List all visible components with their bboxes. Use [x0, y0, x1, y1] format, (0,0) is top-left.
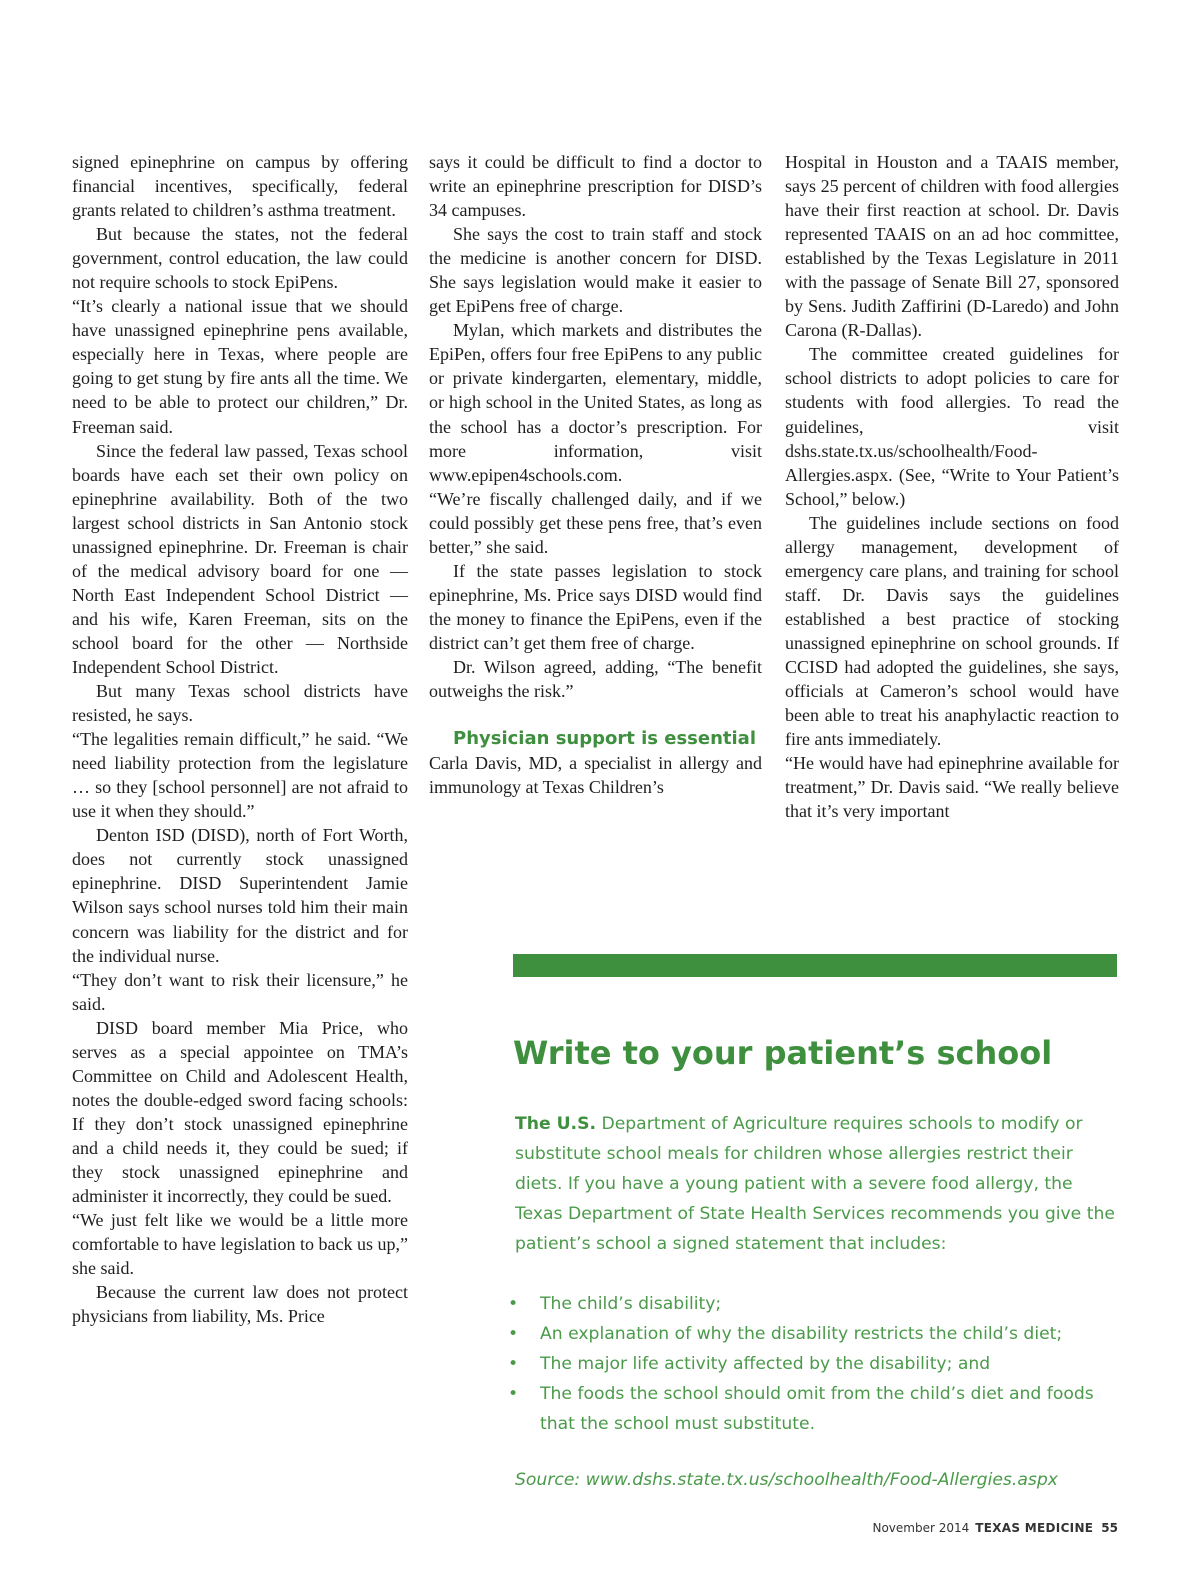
paragraph: But many Texas school districts have resisted, he says.: [72, 681, 408, 726]
footer-date: November 2014: [872, 1521, 970, 1535]
paragraph: The committee created guidelines for school districts to adopt policies to care for students with food allergies. To read the guidelines, visit dshs.state.tx.us/schoolhealth/Food-Allergies.aspx. (See, “Write to Your Patient’s School,” below.): [785, 344, 1119, 509]
paragraph: “The legalities remain difficult,” he said. “We need liability protection from the legislature … so they [school personnel] are not afraid to use it when they should.”: [72, 729, 408, 822]
paragraph: signed epinephrine on campus by offering financial incentives, specifically, federal grants related to children’s asthma treatment.: [72, 152, 408, 221]
paragraph: “It’s clearly a national issue that we should have unassigned epinephrine pens available, especially here in Texas, where people are going to get stung by fire ants all the time. We need to be able to protect our children,” Dr. Freeman said.: [72, 296, 408, 437]
list-item-text: The major life activity affected by the disability; and: [540, 1354, 991, 1374]
paragraph: Mylan, which markets and distributes the EpiPen, offers four free EpiPens to any public or private kindergarten, elementary, middle, or high school in the United States, as long as the school has a doctor’s prescription. For more information, visit www.epipen4schools.com.: [429, 320, 762, 485]
sidebar-accent-bar: [513, 954, 1117, 977]
paragraph: “We’re fiscally challenged daily, and if we could possibly get these pens free, that’s even better,” she said.: [429, 488, 762, 557]
section-subhead: Physician support is essential: [453, 728, 757, 750]
paragraph: Because the current law does not protect physicians from liability, Ms. Price: [72, 1282, 408, 1327]
sidebar-title: Write to your patient’s school: [513, 1034, 1053, 1072]
sidebar-body: [515, 1109, 1119, 1259]
sidebar-list: [508, 1289, 1118, 1439]
paragraph: says it could be difficult to find a doctor to write an epinephrine prescription for DISD’s 34 campuses.: [429, 152, 762, 221]
footer-magazine: TEXAS MEDICINE: [975, 1521, 1094, 1535]
list-item-text: An explanation of why the disability restricts the child’s diet;: [540, 1324, 1063, 1344]
list-item-text: The foods the school should omit from the child’s diet and foods that the school must substitute.: [540, 1384, 1094, 1434]
paragraph: Carla Davis, MD, a specialist in allergy and immunology at Texas Children’s: [429, 753, 762, 798]
paragraph: Hospital in Houston and a TAAIS member, says 25 percent of children with food allergies have their first reaction at school. Dr. Davis represented TAAIS on an ad hoc committee, established by the Texas Legislature in 2011 with the passage of Senate Bill 27, sponsored by Sens. Judith Zaffirini (D-Laredo) and John Carona (R-Dallas).: [785, 152, 1119, 341]
list-item: [508, 1319, 1118, 1349]
list-item: [508, 1379, 1118, 1439]
bullet-icon: •: [508, 1294, 519, 1314]
bullet-icon: •: [508, 1384, 519, 1404]
paragraph: “We just felt like we would be a little more comfortable to have legislation to back us up,” she said.: [72, 1210, 408, 1279]
sidebar-body-text: Department of Agriculture requires schools to modify or substitute school meals for children whose allergies restrict their diets. If you have a young patient with a severe food allergy, the Texas Department of State Health Services recommends you give the patient’s school a signed statement that includes:: [515, 1114, 1115, 1255]
sidebar-source: Source: www.dshs.state.tx.us/schoolhealth/Food-Allergies.aspx: [515, 1470, 1058, 1490]
article-column-2: [429, 150, 762, 799]
paragraph: But because the states, not the federal government, control education, the law could not require schools to stock EpiPens.: [72, 224, 408, 293]
page-number: 55: [1101, 1521, 1118, 1535]
article-column-1: [72, 150, 408, 1328]
paragraph: If the state passes legislation to stock epinephrine, Ms. Price says DISD would find the money to finance the EpiPens, even if the district can’t get them free of charge.: [429, 560, 762, 653]
paragraph: Since the federal law passed, Texas school boards have each set their own policy on epinephrine availability. Both of the two largest school districts in San Antonio stock unassigned epinephrine. Dr. Freeman is chair of the medical advisory board for one — North East Independent School District — and his wife, Karen Freeman, sits on the school board for the other — Northside Independent School District.: [72, 440, 408, 677]
bullet-icon: •: [508, 1354, 519, 1374]
bullet-icon: •: [508, 1324, 519, 1344]
paragraph: “He would have had epinephrine available for treatment,” Dr. Davis said. “We really believe that it’s very important: [785, 753, 1119, 822]
paragraph: Denton ISD (DISD), north of Fort Worth, does not currently stock unassigned epinephrine. DISD Superintendent Jamie Wilson says school nurses told him their main concern was liability for the district and for the individual nurse.: [72, 825, 408, 966]
list-item: [508, 1289, 1118, 1319]
paragraph: Dr. Wilson agreed, adding, “The benefit outweighs the risk.”: [429, 656, 762, 702]
sidebar-lead: The U.S.: [515, 1114, 596, 1134]
list-item-text: The child’s disability;: [540, 1294, 722, 1314]
paragraph: She says the cost to train staff and stock the medicine is another concern for DISD. She says legislation would make it easier to get EpiPens free of charge.: [429, 224, 762, 317]
paragraph: “They don’t want to risk their licensure,” he said.: [72, 969, 408, 1014]
list-item: [508, 1349, 1118, 1379]
paragraph: The guidelines include sections on food allergy management, development of emergency care plans, and training for school staff. Dr. Davis says the guidelines established a best practice of stocking unassigned epinephrine on school grounds. If CCISD had adopted the guidelines, she says, officials at Cameron’s school would have been able to treat his anaphylactic reaction to fire ants immediately.: [785, 512, 1119, 750]
page-footer: [872, 1521, 1118, 1535]
paragraph: DISD board member Mia Price, who serves as a special appointee on TMA’s Committee on Child and Adolescent Health, notes the double-edged sword facing schools: If they don’t stock unassigned epinephrine and a child needs it, they could be sued; if they stock unassigned epinephrine and administer it incorrectly, they could be sued.: [72, 1017, 408, 1207]
article-column-3: [785, 150, 1119, 823]
